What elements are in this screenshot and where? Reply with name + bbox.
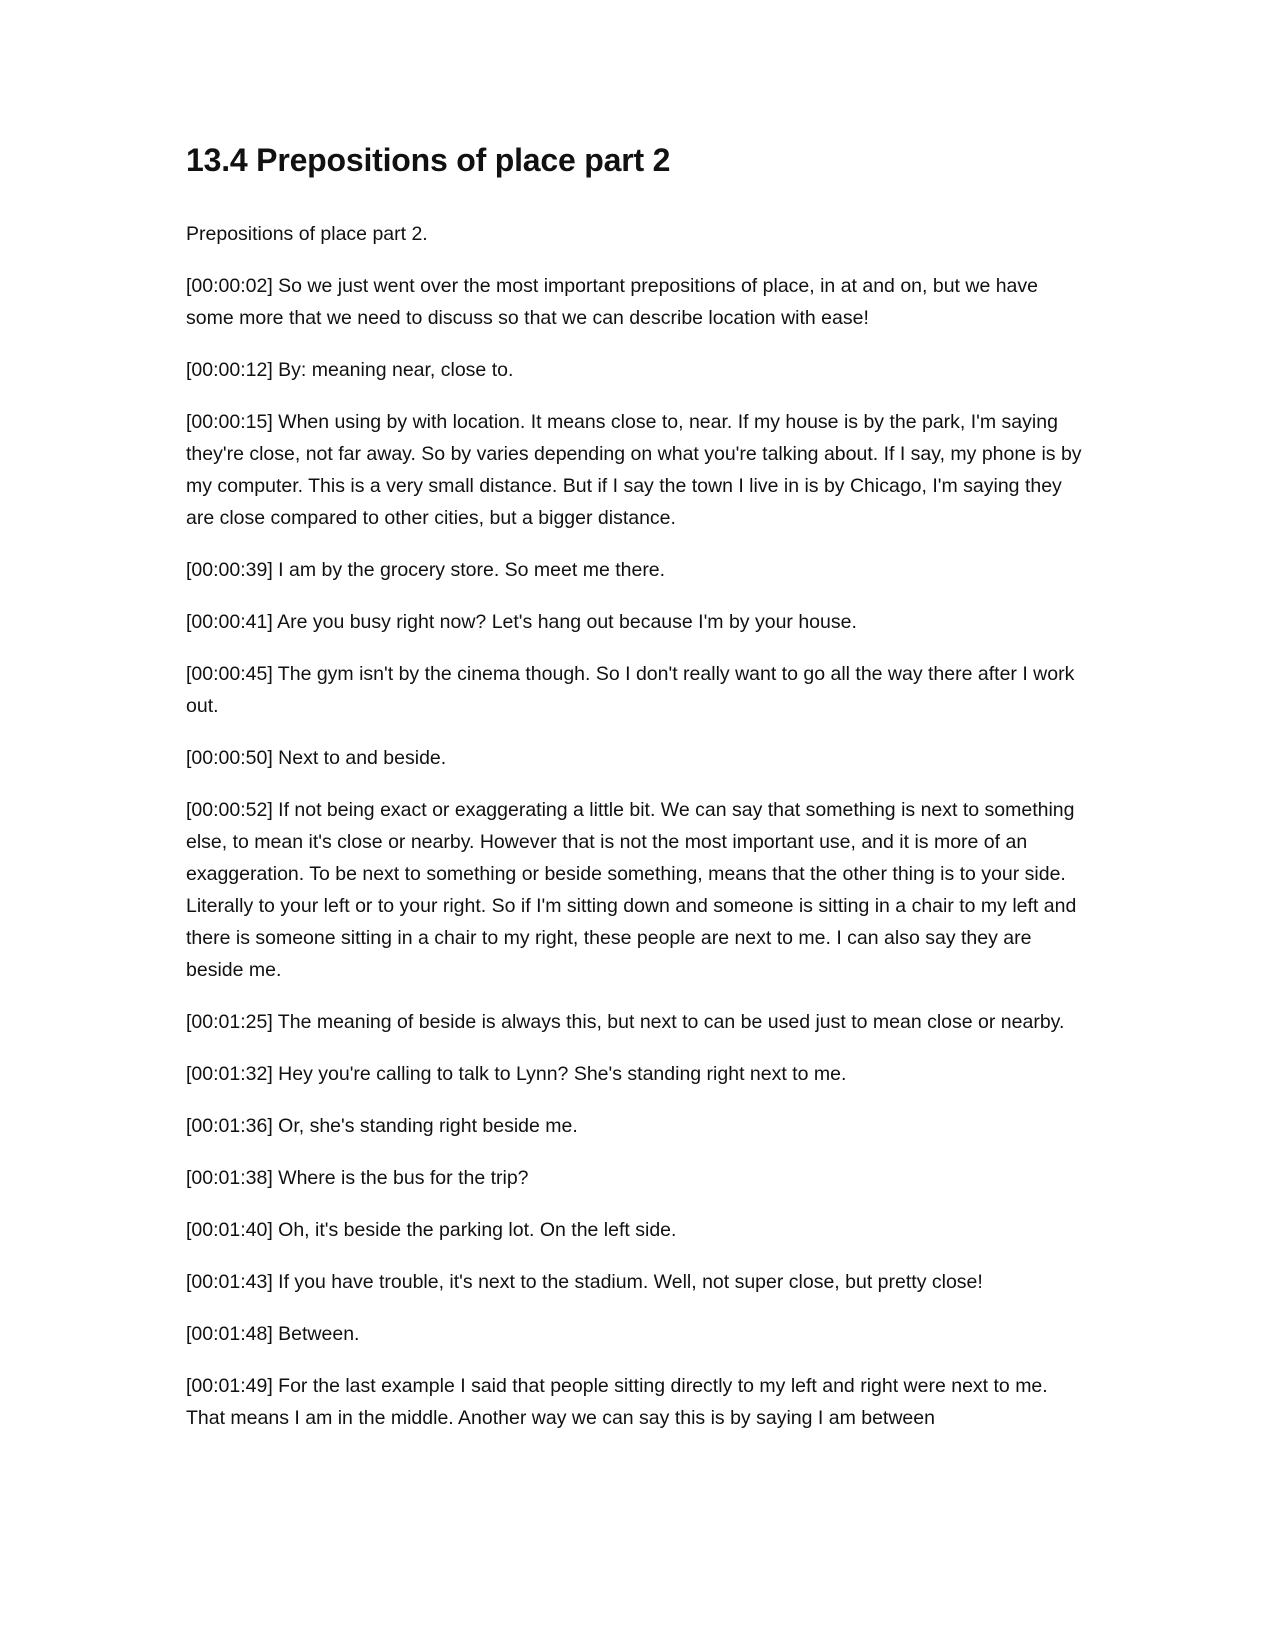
paragraph: [00:01:32] Hey you're calling to talk to Lynn? She's standing right next to me.: [186, 1063, 847, 1085]
page-title: 13.4 Prepositions of place part 2: [186, 142, 671, 178]
paragraph: [00:00:15] When using by with location. It means close to, near. If my house is by the park, I'm saying they're close, not far away. So by varies depending on what you're talking about. If I say, my phone is by my computer. This is a very small distance. But if I say the town I live in is by Chicago, I'm saying they are close compared to other cities, but a bigger distance.: [186, 411, 1082, 529]
paragraph: [00:00:45] The gym isn't by the cinema though. So I don't really want to go all the way there after I work out.: [186, 663, 1075, 717]
paragraph: [00:01:25] The meaning of beside is always this, but next to can be used just to mean close or nearby.: [186, 1011, 1065, 1033]
paragraph: [00:01:36] Or, she's standing right beside me.: [186, 1115, 578, 1137]
paragraph: [00:00:41] Are you busy right now? Let's hang out because I'm by your house.: [186, 611, 857, 633]
paragraph: [00:01:49] For the last example I said that people sitting directly to my left and right were next to me. That means I am in the middle. Another way we can say this is by saying I am between: [186, 1375, 1048, 1429]
paragraph: [00:00:39] I am by the grocery store. So meet me there.: [186, 559, 666, 581]
paragraph: [00:01:38] Where is the bus for the trip?: [186, 1167, 529, 1189]
paragraph-intro: Prepositions of place part 2.: [186, 223, 428, 245]
paragraph: [00:01:40] Oh, it's beside the parking lot. On the left side.: [186, 1219, 677, 1241]
paragraph: [00:00:02] So we just went over the most important prepositions of place, in at and on, but we have some more that we need to discuss so that we can describe location with ease!: [186, 275, 1039, 329]
paragraph: [00:01:48] Between.: [186, 1323, 360, 1345]
paragraph: [00:00:52] If not being exact or exaggerating a little bit. We can say that something is next to something else, to mean it's close or nearby. However that is not the most important use, and it is more of an exaggeration. To be next to something or beside something, means that the other thing is to your side. Literally to your left or to your right. So if I'm sitting down and someone is sitting in a chair to my left and there is someone sitting in a chair to my right, these people are next to me. I can also say they are beside me.: [186, 799, 1077, 981]
paragraph: [00:00:12] By: meaning near, close to.: [186, 359, 514, 381]
paragraph: [00:00:50] Next to and beside.: [186, 747, 447, 769]
paragraph: [00:01:43] If you have trouble, it's next to the stadium. Well, not super close, but pretty close!: [186, 1271, 983, 1293]
document-page: [186, 140, 1086, 1454]
